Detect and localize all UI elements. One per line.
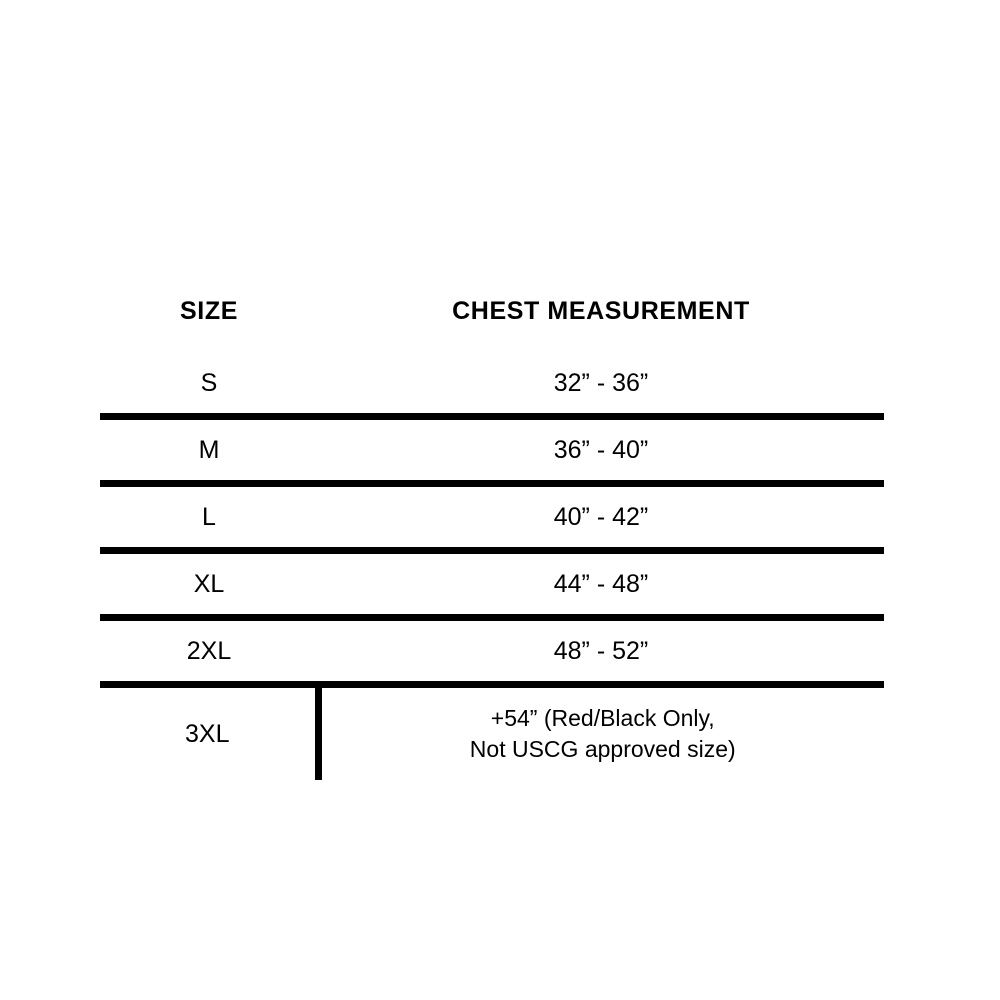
cell-chest: 32” - 36” (318, 353, 884, 417)
cell-size: L (100, 484, 318, 551)
cell-chest (318, 685, 884, 781)
table-row (100, 618, 884, 685)
cell-chest: 48” - 52” (318, 618, 884, 685)
cell-chest-line-2: Not USCG approved size) (469, 736, 736, 762)
cell-size: XL (100, 551, 318, 618)
size-chart-table (100, 275, 884, 780)
column-header-chest: CHEST MEASUREMENT (452, 296, 750, 325)
table-row (100, 353, 884, 417)
table-row (100, 551, 884, 618)
table-row (100, 484, 884, 551)
cell-size: M (100, 417, 318, 484)
table-header-row (100, 275, 884, 353)
cell-chest: 40” - 42” (318, 484, 884, 551)
cell-chest: 44” - 48” (318, 551, 884, 618)
cell-size: 2XL (100, 618, 318, 685)
cell-size: 3XL (100, 685, 318, 781)
cell-size: S (100, 353, 318, 417)
table-row (100, 685, 884, 781)
cell-chest-line-1: +54” (Red/Black Only, (490, 704, 715, 731)
column-header-size: SIZE (180, 296, 238, 325)
table-row (100, 417, 884, 484)
cell-chest: 36” - 40” (318, 417, 884, 484)
